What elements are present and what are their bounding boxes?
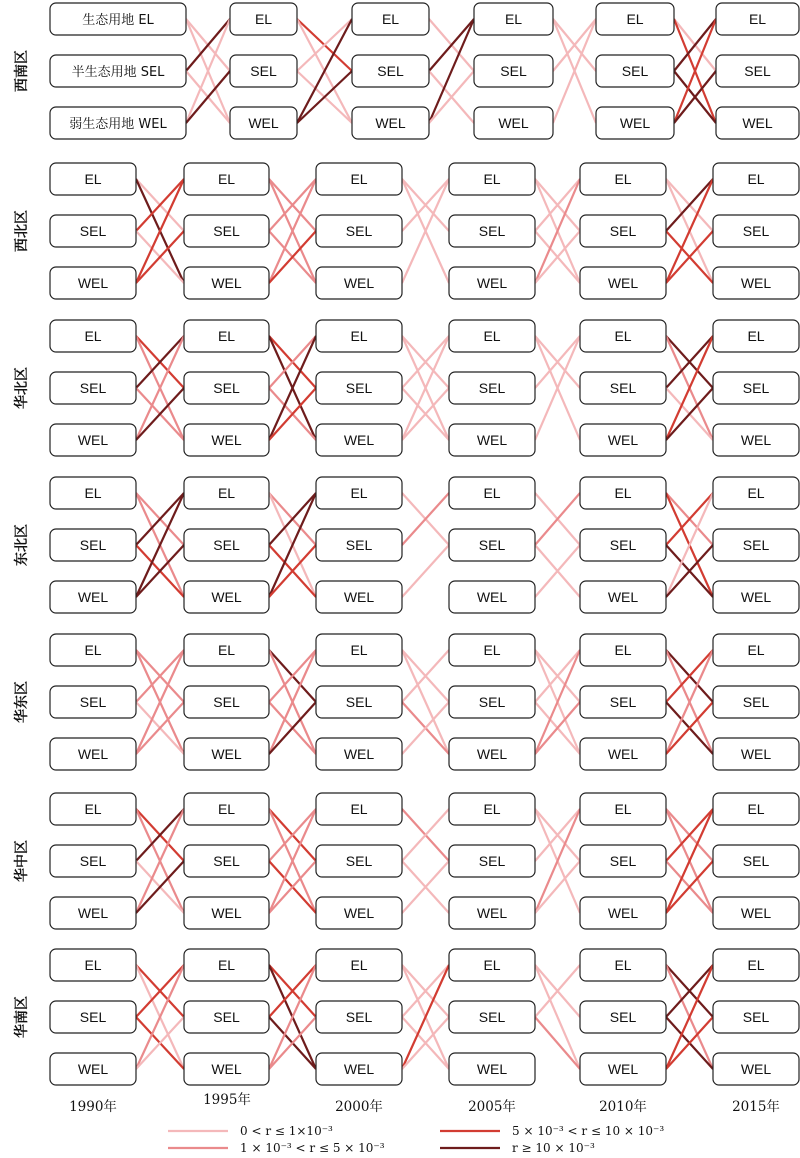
- category-label: EL: [483, 957, 501, 973]
- category-label: WEL: [607, 589, 639, 605]
- category-label: SEL: [345, 853, 373, 869]
- category-label: EL: [747, 801, 765, 817]
- category-label: SEL: [79, 380, 107, 396]
- category-label: SEL: [742, 694, 770, 710]
- category-label: SEL: [213, 537, 240, 553]
- category-label: WEL: [248, 115, 279, 131]
- category-label: EL: [217, 801, 236, 817]
- legend: [168, 1124, 664, 1155]
- year-label: 1995年: [203, 1092, 251, 1108]
- category-label: SEL: [742, 853, 770, 869]
- category-label: EL: [504, 11, 523, 27]
- category-label: WEL: [607, 275, 639, 291]
- category-label: SEL: [742, 1009, 770, 1025]
- category-label: SEL: [79, 537, 107, 553]
- category-label: EL: [84, 171, 102, 187]
- category-label: WEL: [375, 115, 406, 131]
- category-label: EL: [350, 642, 368, 658]
- category-label: WEL: [740, 1061, 772, 1077]
- category-label: WEL: [211, 275, 242, 291]
- category-label: EL: [217, 642, 236, 658]
- category-label: SEL: [79, 223, 107, 239]
- category-label: SEL: [79, 694, 107, 710]
- legend-label: 5 × 10⁻³ < r ≤ 10 × 10⁻³: [512, 1124, 665, 1138]
- category-label: EL: [614, 171, 632, 187]
- category-label: SEL: [79, 853, 107, 869]
- category-label: EL: [748, 11, 767, 27]
- category-label: SEL: [345, 1009, 373, 1025]
- category-label: SEL: [478, 853, 506, 869]
- legend-label: 1 × 10⁻³ < r ≤ 5 × 10⁻³: [240, 1141, 385, 1155]
- category-label: SEL: [79, 1009, 107, 1025]
- category-label: WEL: [607, 746, 639, 762]
- category-label: SEL: [213, 853, 240, 869]
- category-label: WEL: [77, 905, 109, 921]
- region-label: 西南区: [14, 50, 30, 92]
- category-label: WEL: [498, 115, 529, 131]
- region-labels: [13, 50, 30, 1038]
- transition-line: [535, 861, 580, 913]
- category-label: EL: [350, 485, 368, 501]
- transition-line: [402, 650, 449, 754]
- category-label: EL: [84, 485, 102, 501]
- category-label: SEL: [478, 1009, 506, 1025]
- category-label: SEL: [609, 223, 637, 239]
- category-label: EL: [84, 801, 102, 817]
- category-label: EL: [217, 957, 236, 973]
- category-label: WEL: [476, 905, 508, 921]
- category-label: WEL: [77, 275, 109, 291]
- category-label: SEL: [609, 694, 637, 710]
- category-label: SEL: [621, 63, 649, 79]
- category-label: SEL: [213, 1009, 240, 1025]
- category-label: SEL: [609, 853, 637, 869]
- category-label: EL: [483, 328, 501, 344]
- category-label: WEL: [343, 905, 375, 921]
- transition-line: [429, 19, 474, 123]
- category-label: SEL: [345, 537, 373, 553]
- transition-line: [535, 1017, 580, 1069]
- year-label: 2015年: [732, 1099, 780, 1115]
- category-label: SEL: [478, 694, 506, 710]
- category-label: WEL: [211, 1061, 242, 1077]
- category-label: EL: [350, 328, 368, 344]
- category-label: 弱生态用地 WEL: [69, 117, 167, 132]
- category-label: EL: [614, 801, 632, 817]
- category-label: WEL: [607, 432, 639, 448]
- category-label: WEL: [740, 746, 772, 762]
- transition-line: [535, 965, 580, 1069]
- category-label: SEL: [744, 63, 771, 79]
- year-axis: [69, 1091, 780, 1115]
- category-label: WEL: [476, 275, 508, 291]
- category-label: EL: [614, 957, 632, 973]
- category-label: EL: [483, 171, 501, 187]
- category-label: SEL: [478, 223, 506, 239]
- category-label: EL: [350, 957, 368, 973]
- category-label: WEL: [607, 1061, 639, 1077]
- category-label: EL: [350, 171, 368, 187]
- category-label: WEL: [77, 1061, 109, 1077]
- category-label: EL: [626, 11, 644, 27]
- category-label: EL: [483, 801, 501, 817]
- year-label: 2005年: [468, 1099, 516, 1115]
- region-label: 东北区: [14, 524, 30, 566]
- category-label: EL: [747, 171, 765, 187]
- region-label: 华东区: [14, 681, 30, 723]
- category-label: WEL: [211, 432, 242, 448]
- category-label: SEL: [345, 223, 373, 239]
- category-label: EL: [747, 328, 765, 344]
- category-label: EL: [747, 485, 765, 501]
- category-label: SEL: [742, 537, 770, 553]
- category-label: WEL: [476, 589, 508, 605]
- category-label: WEL: [343, 746, 375, 762]
- category-label: SEL: [345, 694, 373, 710]
- category-label: SEL: [478, 380, 506, 396]
- category-label: EL: [84, 328, 102, 344]
- category-label: EL: [217, 328, 236, 344]
- year-label: 2000年: [335, 1099, 383, 1115]
- category-label: SEL: [742, 380, 770, 396]
- category-label: SEL: [478, 537, 506, 553]
- category-label: EL: [84, 957, 102, 973]
- category-label: EL: [350, 801, 368, 817]
- category-label: EL: [483, 485, 501, 501]
- category-label: EL: [747, 957, 765, 973]
- category-label: WEL: [343, 589, 375, 605]
- category-label: WEL: [740, 589, 772, 605]
- category-label: EL: [217, 171, 236, 187]
- category-label: EL: [614, 642, 632, 658]
- category-label: WEL: [343, 1061, 375, 1077]
- category-label: EL: [747, 642, 765, 658]
- region-label: 华南区: [14, 996, 30, 1038]
- category-label: EL: [614, 485, 632, 501]
- category-boxes: [50, 3, 799, 1085]
- category-label: SEL: [609, 537, 637, 553]
- category-label: EL: [217, 485, 236, 501]
- region-label: 华北区: [14, 367, 30, 409]
- category-label: WEL: [77, 589, 109, 605]
- category-label: SEL: [377, 63, 404, 79]
- year-label: 1990年: [69, 1099, 117, 1115]
- category-label: SEL: [345, 380, 373, 396]
- legend-label: r ≥ 10 × 10⁻³: [512, 1141, 595, 1155]
- category-label: SEL: [213, 694, 240, 710]
- legend-label: 0 < r ≤ 1×10⁻³: [240, 1124, 333, 1138]
- category-label: SEL: [213, 380, 240, 396]
- year-label: 2010年: [599, 1099, 647, 1115]
- category-label: WEL: [476, 1061, 508, 1077]
- category-label: EL: [381, 11, 400, 27]
- region-label: 西北区: [14, 210, 30, 252]
- category-label: WEL: [343, 432, 375, 448]
- category-label: WEL: [211, 746, 242, 762]
- category-label: WEL: [476, 432, 508, 448]
- category-label: SEL: [213, 223, 240, 239]
- category-label: WEL: [607, 905, 639, 921]
- category-label: EL: [614, 328, 632, 344]
- category-label: WEL: [211, 589, 242, 605]
- category-label: WEL: [740, 905, 772, 921]
- category-label: EL: [254, 11, 273, 27]
- category-label: WEL: [211, 905, 242, 921]
- category-label: WEL: [77, 746, 109, 762]
- category-label: WEL: [343, 275, 375, 291]
- category-label: WEL: [476, 746, 508, 762]
- category-label: SEL: [250, 63, 277, 79]
- category-label: 半生态用地 SEL: [71, 65, 165, 80]
- category-label: SEL: [500, 63, 527, 79]
- category-label: EL: [483, 642, 501, 658]
- region-label: 华中区: [14, 840, 30, 882]
- category-label: EL: [84, 642, 102, 658]
- category-label: 生态用地 EL: [82, 13, 154, 28]
- category-label: SEL: [609, 1009, 637, 1025]
- category-label: WEL: [742, 115, 773, 131]
- category-label: WEL: [77, 432, 109, 448]
- category-label: SEL: [742, 223, 770, 239]
- category-label: WEL: [619, 115, 651, 131]
- transition-line: [402, 545, 449, 597]
- category-label: WEL: [740, 432, 772, 448]
- category-label: WEL: [740, 275, 772, 291]
- category-label: SEL: [609, 380, 637, 396]
